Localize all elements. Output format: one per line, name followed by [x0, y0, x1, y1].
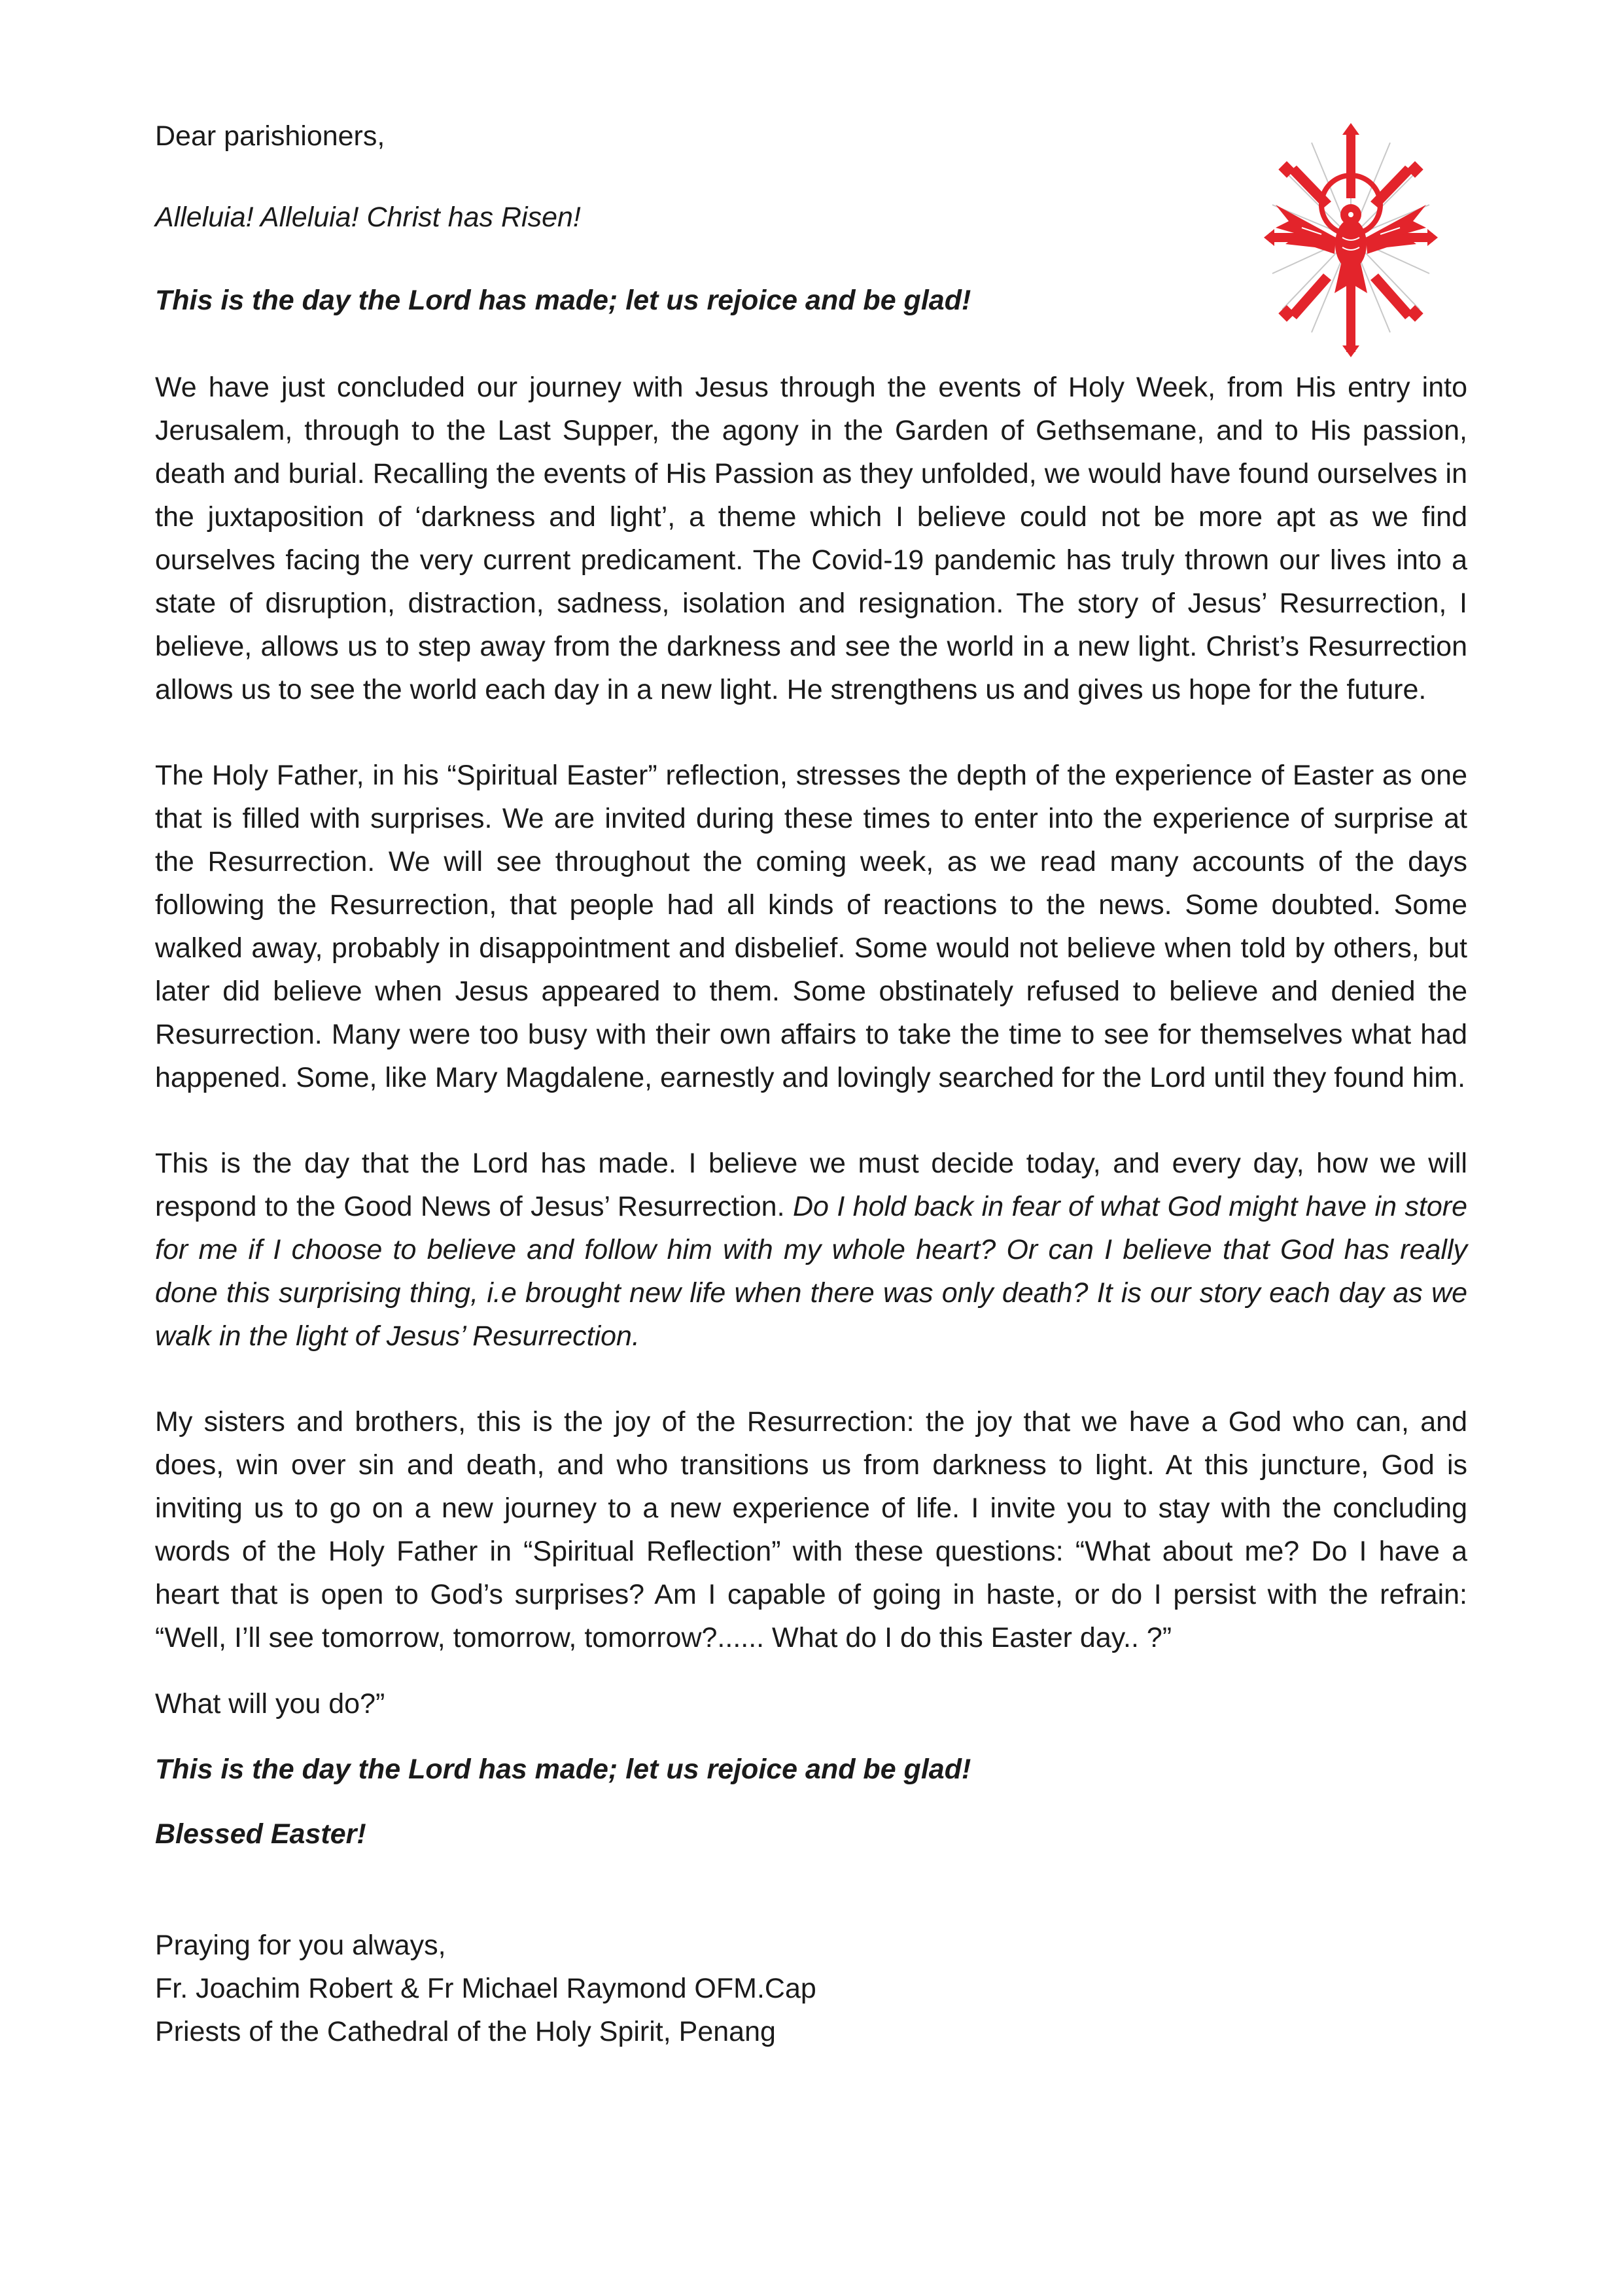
paragraph-spiritual-easter: The Holy Father, in his “Spiritual Easter” reflection, stresses the depth of the experience of Easter as one that is filled with surprises. We are invited during these times to enter into the experience of surprise at the Resurrection. We will see throughout the coming week, as we read many accounts of the days following the Resurrection, that people had all kinds of reactions to the news. Some doubted. Some walked away, probably in disappointment and disbelief. Some would not believe when told by others, but later did believe when Jesus appeared to them. Some obstinately refused to believe and denied the Resurrection. Many were too busy with their own affairs to take the time to see for themselves what had happened. Some, like Mary Magdalene, earnestly and lovingly searched for the Lord until they found him. — [155, 760, 1467, 1093]
paragraph-decide-today-italic: Do I hold back in fear of what God might have in store for me if I choose to believe and follow him with my whole heart? Or can I believe that God has really done this surprising thing, i.e brought new life when there was only death? It is our story each day as we walk in the light of Jesus’ Resurrection. — [155, 1191, 1467, 1352]
motto-heading: This is the day the Lord has made; let us rejoice and be glad! — [155, 285, 971, 316]
blessing: Blessed Easter! — [155, 1818, 366, 1850]
paragraph-holy-week: We have just concluded our journey with Jesus through the events of Holy Week, from His entry into Jerusalem, through to the Last Supper, the agony in the Garden of Gethsemane, and to His passion, death and burial. Recalling the events of His Passion as they unfolded, we would have found ourselves in the juxtaposition of ‘darkness and light’, a theme which I believe could not be more apt as we find ourselves facing the very current predicament. The Covid-19 pandemic has truly thrown our lives into a state of disruption, distraction, sadness, isolation and resignation. The story of Jesus’ Resurrection, I believe, allows us to step away from the darkness and see the world in a new light. Christ’s Resurrection allows us to see the world each day in a new light. He strengthens us and gives us hope for the future. — [155, 372, 1467, 705]
signoff: Praying for you always, — [155, 1930, 446, 1961]
signatories: Fr. Joachim Robert & Fr Michael Raymond OFM.Cap — [155, 1973, 816, 2004]
closing-question: What will you do?” — [155, 1688, 385, 1720]
paragraph-decide-today-plain: This is the day that the Lord has made. I believe we must decide today, and every day, how we will respond to the Good News of Jesus’ Resurrection. — [155, 1148, 1467, 1222]
paragraph-joy-of-resurrection: My sisters and brothers, this is the joy of the Resurrection: the joy that we have a God who can, and does, win over sin and death, and who transitions us from darkness to light. At this juncture, God is inviting us to go on a new journey to a new experience of life. I invite you to stay with the concluding words of the Holy Father in “Spiritual Reflection” with these questions: “What about me? Do I have a heart that is open to God’s surprises? Am I capable of going in haste, or do I persist with the refrain: “Well, I’ll see tomorrow, tomorrow, tomorrow?...... What do I do this Easter day.. ?” — [155, 1406, 1467, 1653]
paragraph-decide-today — [155, 1142, 1467, 1358]
signature-block — [155, 1924, 1467, 2053]
greeting: Dear parishioners, — [155, 120, 385, 152]
affiliation: Priests of the Cathedral of the Holy Spirit, Penang — [155, 2016, 776, 2047]
alleluia-line: Alleluia! Alleluia! Christ has Risen! — [155, 202, 581, 233]
motto-closing: This is the day the Lord has made; let us rejoice and be glad! — [155, 1754, 971, 1785]
letter — [155, 115, 1467, 2053]
